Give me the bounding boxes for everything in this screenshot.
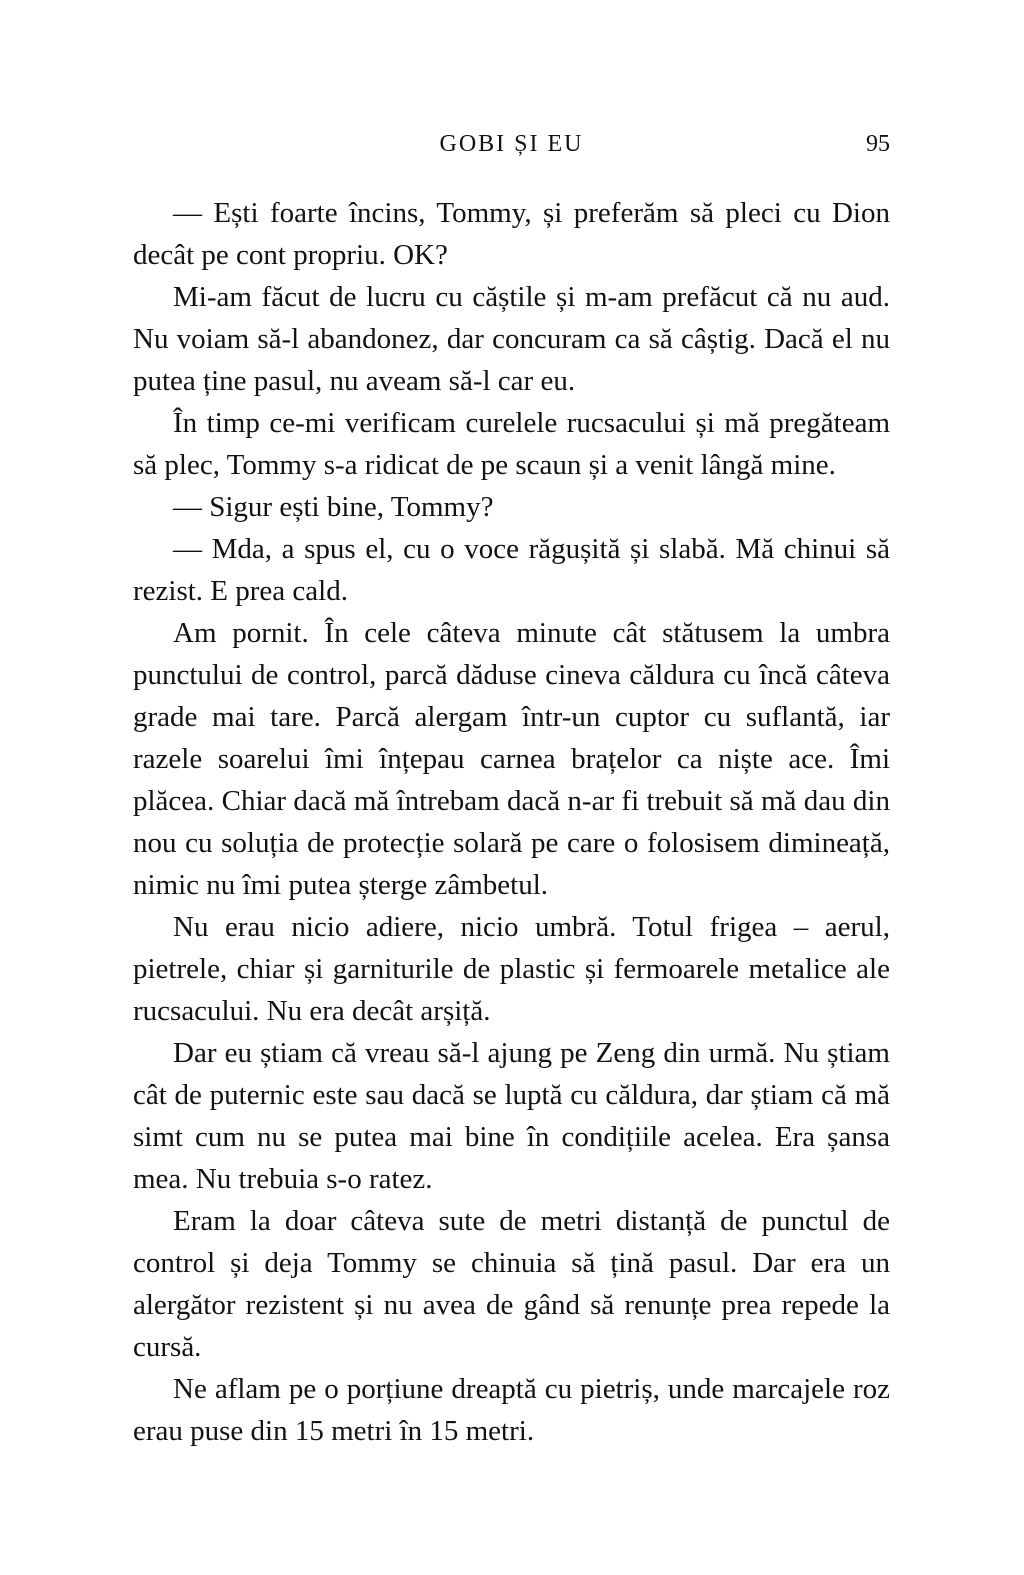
page-header (133, 129, 890, 159)
paragraph: — Ești foarte încins, Tommy, și preferăm să pleci cu Dion decât pe cont propriu. OK? (133, 197, 890, 271)
paragraph: Dar eu știam că vreau să-l ajung pe Zeng din urmă. Nu știam cât de puternic este sau dacă se luptă cu căldura, dar știam că mă simt cum nu se putea mai bine în condițiile acelea. Era șansa mea. Nu trebuia s-o ratez. (133, 1037, 890, 1195)
paragraph: — Sigur ești bine, Tommy? (173, 491, 494, 523)
paragraph: Eram la doar câteva sute de metri distanță de punctul de control și deja Tommy se chinuia să țină pasul. Dar era un alergător rezistent și nu avea de gând să renunțe prea repede la cursă. (133, 1205, 890, 1363)
paragraph: În timp ce-mi verificam curelele rucsacului și mă pregăteam să plec, Tommy s-a ridicat de pe scaun și a venit lângă mine. (133, 407, 890, 481)
paragraph: — Mda, a spus el, cu o voce răgușită și slabă. Mă chinui să rezist. E prea cald. (133, 533, 890, 607)
page-number: 95 (866, 131, 890, 157)
paragraph: Ne aflam pe o porțiune dreaptă cu pietriș, unde marcajele roz erau puse din 15 metri în 15 metri. (133, 1373, 890, 1447)
paragraph: Mi-am făcut de lucru cu căștile și m-am prefăcut că nu aud. Nu voiam să-l abandonez, dar concuram ca să câștig. Dacă el nu putea ține pasul, nu aveam să-l car eu. (133, 281, 890, 397)
paragraph: Nu erau nicio adiere, nicio umbră. Totul frigea – aerul, pietrele, chiar și garniturile de plastic și fermoarele metalice ale rucsacului. Nu era decât arșiță. (133, 911, 890, 1027)
running-title: GOBI ȘI EU (439, 131, 584, 157)
body-text (133, 192, 890, 1452)
paragraph: Am pornit. În cele câteva minute cât stătusem la umbra punctului de control, parcă dăduse cineva căldura cu încă câteva grade mai tare. Parcă alergam într-un cuptor cu suflantă, iar razele soarelui îmi înțepau carnea brațelor ca niște ace. Îmi plăcea. Chiar dacă mă întrebam dacă n-ar fi trebuit să mă dau din nou cu soluția de protecție solară pe care o folosisem dimineață, nimic nu îmi putea șterge zâmbetul. (133, 617, 890, 901)
